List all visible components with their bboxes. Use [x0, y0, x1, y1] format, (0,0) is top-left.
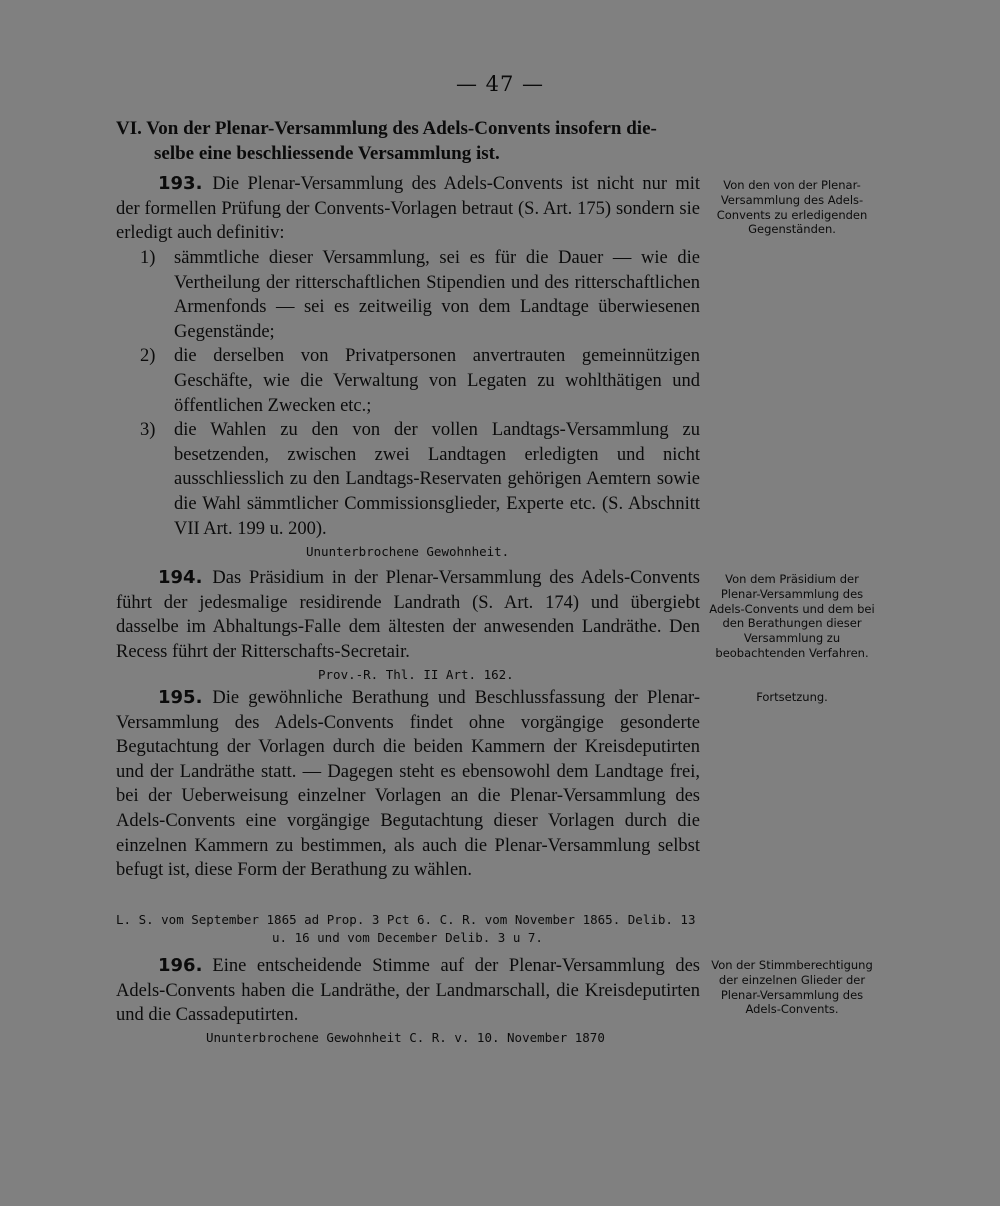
article-195-margin-note: Fortsetzung.: [756, 690, 828, 704]
list-item-marker: 1): [140, 248, 156, 268]
article-195-source-line-2: u. 16 und vom December Delib. 3 u 7.: [272, 930, 543, 945]
list-item-text: sämmtliche dieser Versammlung, sei es für die Dauer — wie die Vertheilung der ritterschaftlichen Stipendien und des ritterschaftlichen Armenfonds — sei es zeitweilig von dem Landtage überwiesenen Gegenstände;: [174, 248, 700, 342]
list-item-marker: 2): [140, 346, 156, 367]
article-195-body: Die gewöhnliche Berathung und Beschlussfassung der Plenar-Versammlung des Adels-Convents findet ohne vorgängige gesonderte Begutachtung der Vorlagen durch die beiden Kammern der Kreisdeputirten und der Landräthe statt. — Dagegen steht es ebensowohl dem Landtage frei, bei der Ueberweisung einzelner Vorlagen an die Plenar-Versammlung des Adels-Convents eine vorgängige Begutachtung dieser Vorlagen durch die einzelnen Kammern zu bestimmen, als auch die Plenar-Versammlung selbst befugt ist, diese Form der Berathung zu wählen.: [116, 688, 700, 881]
article-196-body: Eine entscheidende Stimme auf der Plenar-Versammlung des Adels-Convents haben die Landräthe, der Landmarschall, die Kreisdeputirten und die Cassadeputirten.: [116, 956, 700, 1026]
list-item: [140, 418, 700, 541]
article-194-source: Prov.-R. Thl. II Art. 162.: [318, 667, 514, 682]
section-heading-line-2: selbe eine beschliessende Versammlung ist.: [154, 143, 500, 164]
article-193-list: [140, 246, 700, 541]
section-heading: [116, 116, 706, 166]
article-194-margin-note: Von dem Präsidium der Plenar-Versammlung des Adels-Convents und dem bei den Berathungen dieser Versammlung zu beobachtenden Verfahren.: [709, 572, 875, 660]
page-number: — 47 —: [455, 72, 545, 96]
article-196-margin-note: Von der Stimmberechtigung der einzelnen Glieder der Plenar-Versammlung des Adels-Convents.: [711, 958, 873, 1017]
list-item-text: die derselben von Privatpersonen anvertrauten gemeinnützigen Geschäfte, wie die Verwaltung von Legaten zu wohlthätigen und öffentlichen Zwecken etc.;: [174, 346, 700, 416]
article-196-text: [116, 954, 700, 1028]
article-194-number: 194.: [158, 567, 203, 588]
list-item-text: die Wahlen zu den von der vollen Landtags-Versammlung zu besetzenden, zwischen zwei Landtagen erledigten und nicht ausschliesslich zu den Landtags-Reservaten gehörigen Aemtern sowie die Wahl sämmtlicher Commissionsglieder, Experte etc. (S. Abschnitt VII Art. 199 u. 200).: [174, 420, 700, 539]
article-193-intro-text: Die Plenar-Versammlung des Adels-Convents ist nicht nur mit der formellen Prüfung der Convents-Vorlagen betraut (S. Art. 175) sondern sie erledigt auch definitiv:: [116, 174, 700, 244]
article-195-text: [116, 686, 700, 883]
article-196-source: Ununterbrochene Gewohnheit C. R. v. 10. November 1870: [206, 1030, 605, 1045]
article-195-source-line-1: L. S. vom September 1865 ad Prop. 3 Pct 6. C. R. vom November 1865. Delib. 13: [116, 912, 696, 927]
article-193-number: 193.: [158, 173, 203, 194]
list-item: [140, 246, 700, 344]
article-193-intro: [116, 172, 700, 246]
article-193-source: Ununterbrochene Gewohnheit.: [306, 544, 510, 559]
article-193-margin-note: Von den von der Plenar-Versammlung des Adels-Convents zu erledigenden Gegenständen.: [716, 178, 868, 237]
list-item-marker: 3): [140, 420, 156, 441]
article-195-number: 195.: [158, 687, 203, 708]
article-194-text: [116, 566, 700, 664]
section-heading-line-1: VI. Von der Plenar-Versammlung des Adels-Convents insofern die-: [116, 118, 657, 139]
article-194-body: Das Präsidium in der Plenar-Versammlung des Adels-Convents führt der jedesmalige residirende Landrath (S. Art. 174) und übergiebt dasselbe im Abhaltungs-Falle dem ältesten der anwesenden Landräthe. Den Recess führt der Ritterschafts-Secretair.: [116, 568, 700, 662]
article-196-number: 196.: [158, 955, 203, 976]
list-item: [140, 344, 700, 418]
